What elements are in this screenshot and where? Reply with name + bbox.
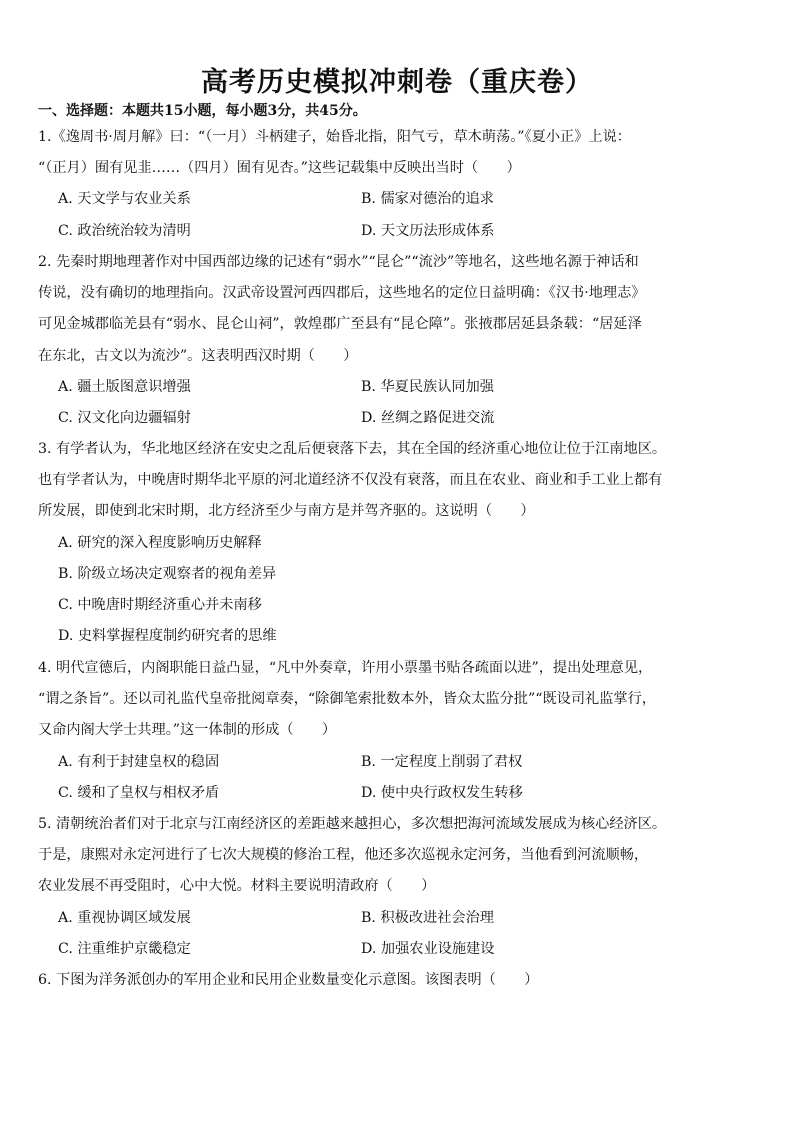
question-stem-line: 所发展，即使到北宋时期，北方经济至少与南方是并驾齐驱的。这说明（ ）	[38, 503, 535, 520]
question-1	[38, 122, 760, 247]
question-6	[38, 965, 760, 996]
question-2	[38, 247, 760, 434]
question-stem-line: “谓之条旨”。还以司礼监代皇帝批阅章奏，“除御笔索批数本外，皆众太监分批”“既设司礼监掌行，	[38, 691, 656, 708]
question-stem-line: 在东北，古文以为流沙”。这表明西汉时期（ ）	[38, 347, 358, 364]
option-d: D. 史料掌握程度制约研究者的思维	[58, 628, 277, 645]
option-a: A. 研究的深入程度影响历史解释	[58, 534, 262, 551]
question-stem-line: 3. 有学者认为，华北地区经济在安史之乱后便衰落下去，其在全国的经济重心地位让位于江南地区。	[38, 441, 667, 457]
question-stem-line: 也有学者认为，中晚唐时期华北平原的河北道经济不仅没有衰落，而且在农业、商业和手工业上都有	[38, 472, 663, 489]
question-stem-line: 传说，没有确切的地理指向。汉武帝设置河西四郡后，这些地名的定位日益明确：《汉书·地理志》	[38, 285, 646, 302]
option-d: D. 天文历法形成体系	[361, 222, 495, 239]
question-stem-line: 1.《逸周书·周月解》曰：“（一月）斗柄建子，始昏北指，阳气亏，草木萌荡。”《夏小正》上说：	[38, 129, 631, 145]
question-5	[38, 809, 760, 965]
option-c: C. 缓和了皇权与相权矛盾	[58, 784, 220, 801]
option-b: B. 华夏民族认同加强	[361, 378, 494, 395]
question-stem-line: 6. 下图为洋务派创办的军用企业和民用企业数量变化示意图。该图表明（ ）	[38, 972, 539, 988]
option-c: C. 中晚唐时期经济重心并未南移	[58, 597, 262, 614]
section-heading: 一、选择题：本题共15小题，每小题3分，共45分。	[38, 103, 367, 119]
option-d: D. 加强农业设施建设	[361, 940, 495, 957]
option-d: D. 使中央行政权发生转移	[361, 784, 523, 801]
option-b: B. 阶级立场决定观察者的视角差异	[58, 565, 277, 582]
option-c: C. 注重维护京畿稳定	[58, 940, 191, 957]
option-b: B. 一定程度上削弱了君权	[361, 753, 523, 770]
option-d: D. 丝绸之路促进交流	[361, 410, 495, 427]
question-stem-line: 4. 明代宣德后，内阁职能日益凸显，“凡中外奏章，许用小票墨书贴各疏面以进”，提出处理意见，	[38, 660, 653, 676]
question-stem-line: 可见金城郡临羌县有“弱水、昆仑山祠”，敦煌郡广至县有“昆仑障”。张掖郡居延县条载：“居延泽	[38, 316, 642, 333]
option-c: C. 汉文化向边疆辐射	[58, 410, 191, 427]
question-stem-line: “（正月）囿有见韭……（四月）囿有见杏。”这些记载集中反映出当时（ ）	[38, 160, 521, 177]
option-c: C. 政治统治较为清明	[58, 222, 191, 239]
question-stem-line: 5. 清朝统治者们对于北京与江南经济区的差距越来越担心，多次想把海河流域发展成为核心经济区。	[38, 816, 667, 832]
option-b: B. 积极改进社会治理	[361, 909, 494, 926]
option-a: A. 重视协调区域发展	[58, 909, 191, 926]
page-title: 高考历史模拟冲刺卷（重庆卷）	[201, 67, 593, 98]
option-a: A. 天文学与农业关系	[58, 191, 191, 208]
option-a: A. 疆土版图意识增强	[58, 378, 191, 395]
question-stem-line: 又命内阁大学士共理。”这一体制的形成（ ）	[38, 722, 337, 739]
question-stem-line: 2. 先秦时期地理著作对中国西部边缘的记述有“弱水”“昆仑”“流沙”等地名，这些地名源于神话和	[38, 254, 639, 270]
question-stem-line: 于是，康熙对永定河进行了七次大规模的修治工程，他还多次巡视永定河务，当他看到河流顺畅，	[38, 847, 649, 864]
option-a: A. 有利于封建皇权的稳固	[58, 753, 220, 770]
question-stem-line: 农业发展不再受阻时，心中大悦。材料主要说明清政府（ ）	[38, 878, 436, 895]
question-3	[38, 434, 760, 652]
option-b: B. 儒家对德治的追求	[361, 191, 494, 208]
question-4	[38, 653, 760, 809]
